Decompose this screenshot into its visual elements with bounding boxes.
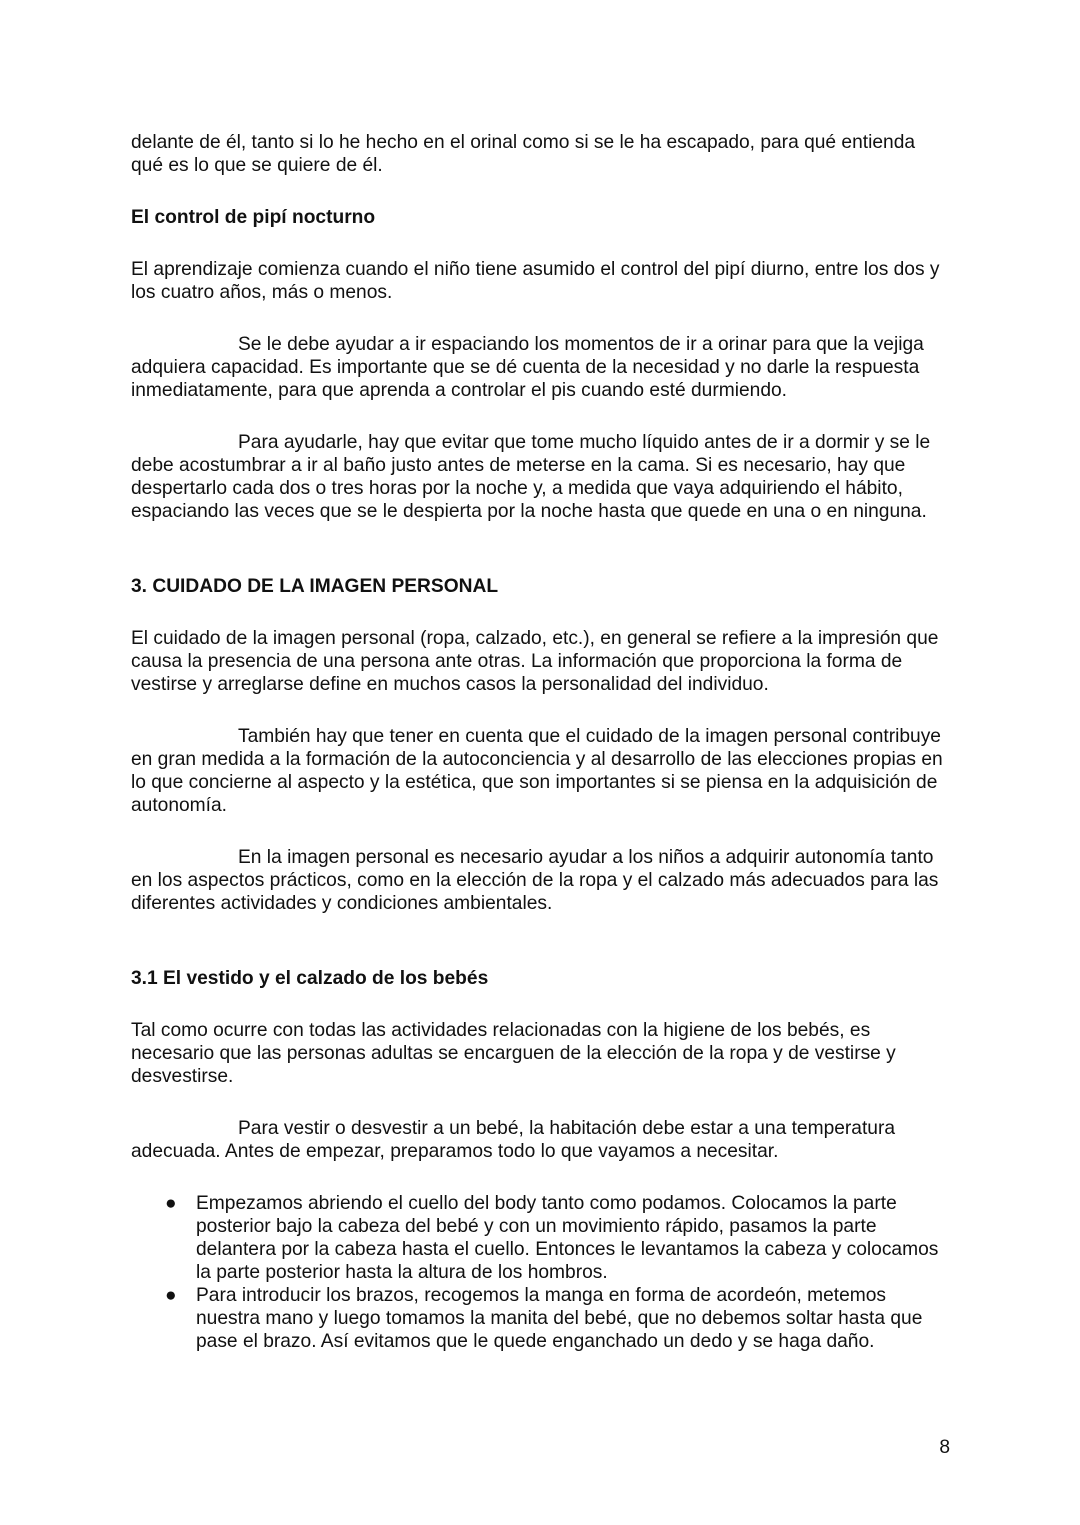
paragraph-continuation: delante de él, tanto si lo he hecho en el orinal como si se le ha escapado, para qué entienda qué es lo que se quiere de él. — [131, 132, 916, 176]
list-item-text: Empezamos abriendo el cuello del body tanto como podamos. Colocamos la parte posterior bajo la cabeza del bebé y con un movimiento rápido, pasamos la parte delantera por la cabeza hasta el cuello. Entonces le levantamos la cabeza y colocamos la parte posterior hasta la altura de los hombros. — [196, 1193, 939, 1283]
section-heading-imagen-personal: 3. CUIDADO DE LA IMAGEN PERSONAL — [131, 576, 499, 597]
spacer — [131, 696, 951, 725]
subsection-heading-vestido-calzado: 3.1 El vestido y el calzado de los bebés — [131, 968, 489, 989]
document-page — [131, 131, 951, 1353]
list-item-text: Para introducir los brazos, recogemos la manga en forma de acordeón, metemos nuestra mano y luego tomamos la manita del bebé, que no debemos soltar hasta que pase el brazo. Así evitamos que le quede enganchado un dedo y se haga daño. — [196, 1285, 923, 1352]
paragraph-autoconciencia: También hay que tener en cuenta que el cuidado de la imagen personal contribuye en gran medida a la formación de la autoconciencia y al desarrollo de las elecciones propias en lo que concierne al aspecto y la estética, que son importantes si se piensa en la adquisición de autonomía. — [131, 726, 943, 816]
paragraph-autonomia: En la imagen personal es necesario ayudar a los niños a adquirir autonomía tanto en los aspectos prácticos, como en la elección de la ropa y el calzado más adecuados para las diferentes actividades y condiciones ambientales. — [131, 847, 939, 914]
spacer — [131, 1088, 951, 1117]
spacer — [131, 598, 951, 627]
spacer — [131, 229, 951, 258]
list-item — [131, 1284, 951, 1353]
bullet-list — [131, 1192, 951, 1353]
list-item — [131, 1192, 951, 1284]
spacer — [131, 304, 951, 333]
spacer — [131, 915, 951, 967]
spacer — [131, 402, 951, 431]
paragraph-higiene-bebes: Tal como ocurre con todas las actividades relacionadas con la higiene de los bebés, es necesario que las personas adultas se encarguen de la elección de la ropa y de vestirse y desvestirse. — [131, 1020, 896, 1087]
bullet-icon: ● — [165, 1285, 177, 1306]
spacer — [131, 1163, 951, 1192]
spacer — [131, 523, 951, 575]
paragraph-espaciando: Se le debe ayudar a ir espaciando los momentos de ir a orinar para que la vejiga adquiera capacidad. Es importante que se dé cuenta de la necesidad y no darle la respuesta inmediatamente, para que aprenda a controlar el pis cuando esté durmiendo. — [131, 334, 924, 401]
paragraph-ayudarle: Para ayudarle, hay que evitar que tome mucho líquido antes de ir a dormir y se le debe acostumbrar a ir al baño justo antes de meterse en la cama. Si es necesario, hay que despertarlo cada dos o tres horas por la noche y, a medida que vaya adquiriendo el hábito, espaciando las veces que se le despierta por la noche hasta que quede en una o en ninguna. — [131, 432, 931, 522]
paragraph-aprendizaje: El aprendizaje comienza cuando el niño tiene asumido el control del pipí diurno, entre los dos y los cuatro años, más o menos. — [131, 259, 940, 303]
paragraph-cuidado-imagen: El cuidado de la imagen personal (ropa, calzado, etc.), en general se refiere a la impresión que causa la presencia de una persona ante otras. La información que proporciona la forma de vestirse y arreglarse define en muchos casos la personalidad del individuo. — [131, 628, 939, 695]
bullet-icon: ● — [165, 1193, 177, 1214]
spacer — [131, 990, 951, 1019]
page-number: 8 — [939, 1437, 950, 1458]
paragraph-vestir-desvestir: Para vestir o desvestir a un bebé, la habitación debe estar a una temperatura adecuada. Antes de empezar, preparamos todo lo que vayamos a necesitar. — [131, 1118, 896, 1162]
spacer — [131, 177, 951, 206]
heading-control-nocturno: El control de pipí nocturno — [131, 207, 376, 228]
spacer — [131, 817, 951, 846]
